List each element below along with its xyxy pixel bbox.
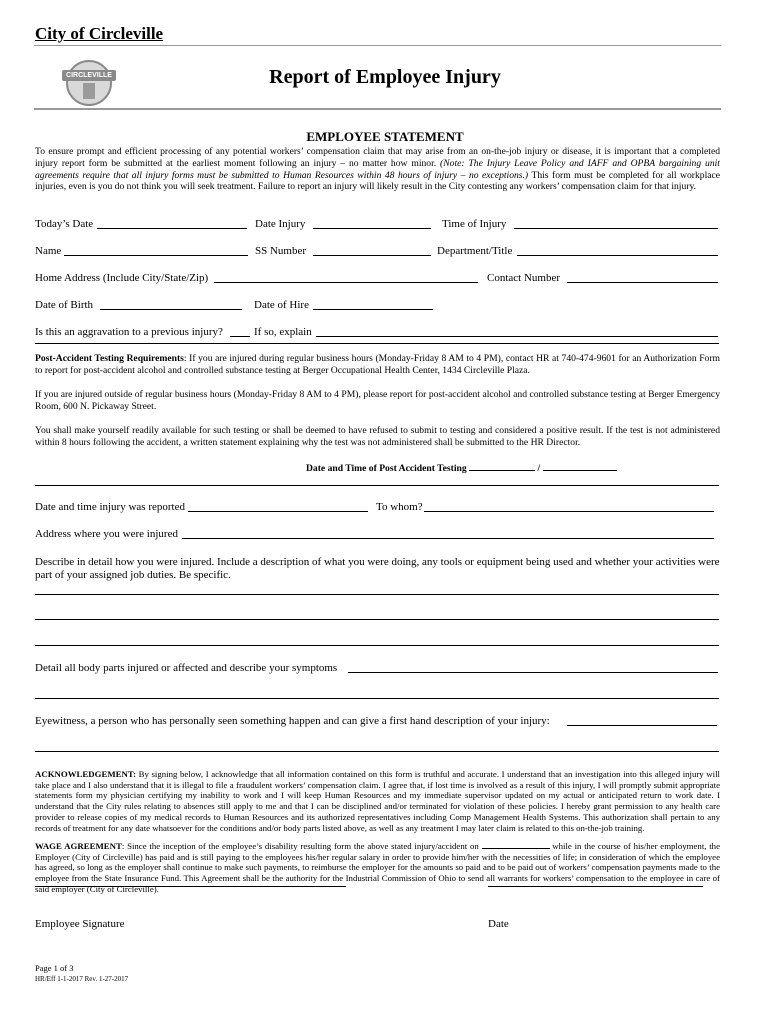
page-number: Page 1 of 3	[35, 963, 74, 973]
address-injured-field[interactable]	[182, 528, 714, 539]
revision-note: HR/Eff 1-1-2017 Rev. 1-27-2017	[35, 975, 129, 983]
ack-heading: ACKNOWLEDGEMENT:	[35, 769, 137, 779]
testing-paragraph-2: If you are injured outside of regular business hours (Monday-Friday 8 AM to 4 PM), please report for post-accident alcohol and controlled substance testing at Berger Emergency Room, 600 N. Pickaway Street.	[35, 389, 720, 412]
ss-number-field[interactable]	[313, 245, 431, 256]
testing-paragraph-1	[35, 353, 720, 377]
eyewitness-label: Eyewitness, a person who has personally seen something happen and can give a first hand description of your injury:	[35, 715, 550, 727]
to-whom-label: To whom?	[376, 501, 423, 513]
employee-signature-line[interactable]	[35, 886, 346, 887]
contact-number-field[interactable]	[567, 272, 718, 283]
body-parts-line-2[interactable]	[35, 698, 719, 699]
wage-heading: WAGE AGREEMENT	[35, 841, 122, 851]
ss-number-label: SS Number	[255, 245, 307, 257]
form-title: Report of Employee Injury	[269, 66, 501, 88]
todays-date-field[interactable]	[97, 218, 247, 229]
contact-number-label: Contact Number	[487, 272, 561, 284]
aggravation-field[interactable]	[230, 326, 250, 337]
address-injured-label: Address where you were injured	[35, 528, 178, 540]
date-birth-field[interactable]	[100, 299, 242, 310]
wage-text-b: while in the course of his/her employment, the Employer (City of Circleville) has paid and is still paying to the employees his/her regular salary in order to provide him/her with the necessities of life; in consideration of which the employee has agreed, so long as the employer shall continue to make such payments, to reimburse the employer for the amounts so paid and to be paid out of workers’ compensation payments made to the employee from the State Insurance Fund. This Agreement shall be the authority for the Industrial Commission of Ohio to send all warrants for workers’ compensation to the employee in care of said employer (City of Circleville).	[35, 841, 720, 894]
testing-text-1: : If you are injured during regular business hours (Monday-Friday 8 AM to 4 PM), contact HR at 740-474-9601 for an Authorization Form to report for post-accident alcohol and controlled substance testing at Berger Occupational Health Center, 1434 Circleville Plaza.	[35, 353, 720, 376]
reported-label: Date and time injury was reported	[35, 501, 185, 513]
testing-date-time	[306, 461, 617, 474]
time-injury-field[interactable]	[514, 218, 718, 229]
date-hire-label: Date of Hire	[254, 299, 309, 311]
testing-date-time-label: Date and Time of Post Accident Testing	[306, 463, 467, 474]
home-address-field[interactable]	[214, 272, 478, 283]
name-field[interactable]	[64, 245, 248, 256]
time-injury-label: Time of Injury	[442, 218, 507, 230]
describe-label: Describe in detail how you were injured. Include a description of what you were doing, any tools or equipment being used and whether your activities were part of your assigned job duties. Be specific.	[35, 556, 720, 581]
aggravation-label: Is this an aggravation to a previous injury?	[35, 326, 223, 338]
testing-heading: Post-Accident Testing Requirements	[35, 353, 184, 364]
describe-line-3[interactable]	[35, 645, 719, 646]
intro-text-a: To ensure prompt and efficient processing of any potential workers’ compensation claim that may arise from an on-the-job injury or disease, it is important that a completed injury report form be submitted at the earliest moment following an injury – no matter how minor.	[35, 146, 720, 169]
signature-date-label: Date	[488, 918, 509, 930]
department-label: Department/Title	[437, 245, 513, 257]
testing-slash: /	[537, 463, 541, 474]
reported-field[interactable]	[188, 501, 368, 512]
date-injury-label: Date Injury	[255, 218, 306, 230]
eyewitness-line-2[interactable]	[35, 751, 719, 752]
describe-line-2[interactable]	[35, 619, 719, 620]
intro-paragraph	[35, 146, 720, 193]
testing-date-field[interactable]	[469, 461, 535, 471]
home-address-label: Home Address (Include City/State/Zip)	[35, 272, 209, 284]
acknowledgement-paragraph	[35, 769, 720, 833]
body-parts-field[interactable]	[348, 662, 718, 673]
if-so-field[interactable]	[316, 326, 718, 337]
eyewitness-field[interactable]	[567, 715, 717, 726]
name-label: Name	[35, 245, 62, 257]
describe-line-1[interactable]	[35, 594, 719, 595]
section-divider-2	[35, 485, 719, 486]
if-so-label: If so, explain	[254, 326, 312, 338]
header-rule	[34, 45, 721, 46]
intro-note: (Note: The Injury Leave Policy and IAFF and OPBA bargaining unit agreements require that all injury forms must be submitted to Human Resources within 48 hours of injury – no exceptions.)	[35, 157, 720, 181]
intro-text-b: This form must be completed for all workplace injuries, even is you do not think you will seek treatment. Failure to report an injury will likely result in the City contesting any workers’ compensation claim for that injury.	[35, 169, 721, 193]
seal-banner: CIRCLEVILLE	[62, 70, 116, 81]
testing-paragraph-3: You shall make yourself readily available for such testing or shall be deemed to have refused to submit to testing and considered a positive result. If the test is not administered within 8 hours following the accident, a written statement explaining why the test was not administered shall be submitted to the HR Director.	[35, 425, 720, 448]
testing-time-field[interactable]	[543, 461, 617, 471]
city-name: City of Circleville	[35, 24, 164, 43]
title-rule	[34, 108, 721, 110]
employee-signature-label: Employee Signature	[35, 918, 125, 930]
section-heading: EMPLOYEE STATEMENT	[306, 129, 464, 144]
date-injury-field[interactable]	[313, 218, 431, 229]
section-divider	[35, 343, 719, 344]
date-hire-field[interactable]	[313, 299, 433, 310]
to-whom-field[interactable]	[424, 501, 714, 512]
todays-date-label: Today’s Date	[35, 218, 94, 230]
wage-date-field[interactable]	[482, 840, 550, 849]
date-birth-label: Date of Birth	[35, 299, 94, 311]
ack-text: By signing below, I acknowledge that all information contained on this form is truthful and accurate. I understand that an investigation into this alleged injury will take place and I also understand that it is illegal to file a fraudulent workers’ compensation claim. I agree that, if lost time is involved as a result of this injury, I will promptly submit appropriate statements form my physician certifying my inability to work and I will keep Human Resources and my immediate supervisor updated on my actual or anticipated return to work date. I understand that the City rules relating to absences still apply to me and that I can be disciplined and/or terminated for violation of these policies. I hereby grant permission to any health care provider to release copies of my medical records to Human Resources and its authorized representatives including Comp Management Health Systems. This authorization shall pertain to any records of treatment for any date whatsoever for the conditions and/or body parts listed above, as well as any treatment I may later claim is related to this on-the-job training.	[35, 769, 720, 833]
wage-text-a: : Since the inception of the employee’s disability resulting form the above stated injury/accident on	[121, 841, 482, 851]
department-field[interactable]	[517, 245, 718, 256]
signature-date-line[interactable]	[488, 886, 703, 887]
body-parts-label: Detail all body parts injured or affected and describe your symptoms	[35, 662, 338, 674]
